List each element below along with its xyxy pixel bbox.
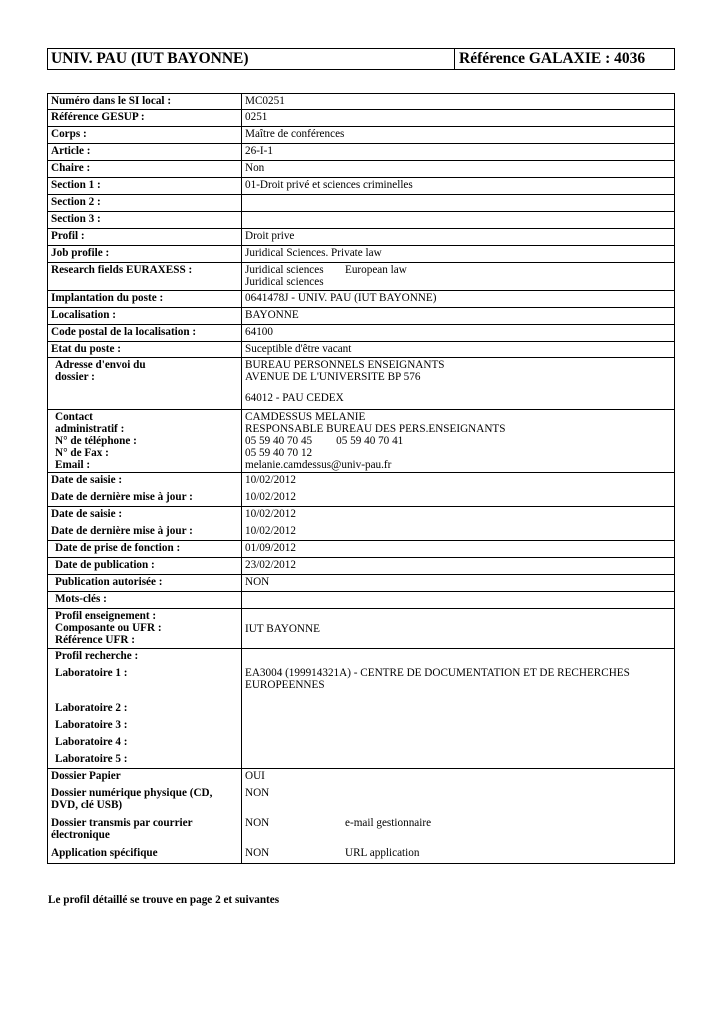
field-label [48, 410, 242, 473]
table-row [48, 325, 675, 342]
address-label-line: dossier : [55, 371, 95, 383]
galaxie-reference: Référence GALAXIE : 4036 [459, 50, 646, 67]
field-label: Chaire : [48, 161, 242, 178]
field-value: 10/02/2012 [242, 490, 675, 507]
field-label: Code postal de la localisation : [48, 325, 242, 342]
table-row [48, 609, 675, 649]
field-value: 01/09/2012 [242, 541, 675, 558]
field-value: BAYONNE [242, 308, 675, 325]
field-label: Dossier Papier [48, 769, 242, 786]
field-value: 26-I-1 [242, 144, 675, 161]
table-row [48, 735, 675, 752]
table-row [48, 308, 675, 325]
table-row [48, 524, 675, 541]
table-row [48, 769, 675, 786]
field-value: Maître de conférences [242, 127, 675, 144]
email-transmit-value: NON [245, 816, 270, 829]
lab-1-line: EUROPEENNES [245, 678, 325, 691]
table-row [48, 558, 675, 575]
table-row [48, 816, 675, 846]
field-value: 0641478J - UNIV. PAU (IUT BAYONNE) [242, 291, 675, 308]
table-row [48, 541, 675, 558]
contact-label-line: N° de Fax : [55, 447, 109, 459]
table-row [48, 144, 675, 161]
research-field-3: Juridical sciences [245, 276, 324, 288]
field-value [242, 649, 675, 666]
address-label-line: Adresse d'envoi du [55, 359, 146, 371]
table-row [48, 592, 675, 609]
table-row [48, 701, 675, 718]
table-row [48, 110, 675, 127]
field-value: 01-Droit privé et sciences criminelles [242, 178, 675, 195]
field-label: Publication autorisée : [48, 575, 242, 592]
digital-label-line: Dossier numérique physique (CD, [51, 786, 213, 799]
field-value [242, 666, 675, 701]
contact-label-line: administratif : [55, 423, 125, 435]
field-label: Date de dernière mise à jour : [48, 490, 242, 507]
field-label: Laboratoire 5 : [48, 752, 242, 769]
contact-label-line: N° de téléphone : [55, 435, 137, 447]
address-line: BUREAU PERSONNELS ENSEIGNANTS [245, 359, 445, 371]
table-row [48, 127, 675, 144]
field-label: Profil : [48, 229, 242, 246]
field-label: Section 3 : [48, 212, 242, 229]
field-label: Section 1 : [48, 178, 242, 195]
field-label: Laboratoire 2 : [48, 701, 242, 718]
field-value: 10/02/2012 [242, 507, 675, 524]
address-line: AVENUE DE L'UNIVERSITE BP 576 [245, 371, 421, 383]
field-value: OUI [242, 769, 675, 786]
table-row [48, 195, 675, 212]
address-line: 64012 - PAU CEDEX [245, 392, 344, 404]
email-transmit-label-line: Dossier transmis par courrier [51, 816, 193, 829]
institution-title: UNIV. PAU (IUT BAYONNE) [48, 49, 455, 69]
phone-2: 05 59 40 70 41 [336, 435, 404, 447]
field-value [242, 592, 675, 609]
field-value [242, 410, 675, 473]
phone-1: 05 59 40 70 45 [245, 435, 313, 447]
field-value [242, 846, 675, 864]
field-label [48, 609, 242, 649]
field-label: Date de dernière mise à jour : [48, 524, 242, 541]
field-label: Etat du poste : [48, 342, 242, 358]
field-label: Localisation : [48, 308, 242, 325]
field-label [48, 358, 242, 410]
field-value [242, 718, 675, 735]
field-label: Article : [48, 144, 242, 161]
teaching-label-line: Profil enseignement : [55, 610, 157, 622]
field-value [242, 212, 675, 229]
table-row [48, 212, 675, 229]
field-value: NON [242, 786, 675, 816]
table-row [48, 229, 675, 246]
contact-label-line: Contact [55, 411, 93, 423]
field-label: Date de publication : [48, 558, 242, 575]
teaching-label-line: Composante ou UFR : [55, 622, 162, 634]
document-header [47, 48, 675, 70]
table-row [48, 291, 675, 308]
field-label: Date de saisie : [48, 507, 242, 524]
field-value: 0251 [242, 110, 675, 127]
table-row [48, 246, 675, 263]
table-row [48, 263, 675, 291]
field-value: NON [242, 575, 675, 592]
field-value: Juridical Sciences. Private law [242, 246, 675, 263]
table-row [48, 786, 675, 816]
field-label: Laboratoire 4 : [48, 735, 242, 752]
field-label: Référence GESUP : [48, 110, 242, 127]
table-row [48, 846, 675, 864]
field-value: Non [242, 161, 675, 178]
app-url-label: URL application [345, 846, 420, 859]
specific-app-value: NON [245, 846, 270, 859]
table-row [48, 161, 675, 178]
table-row [48, 358, 675, 410]
field-value [242, 358, 675, 410]
field-label: Date de prise de fonction : [48, 541, 242, 558]
field-label: Application spécifique [48, 846, 242, 864]
field-label: Laboratoire 1 : [48, 666, 242, 701]
contact-name: CAMDESSUS MELANIE [245, 411, 366, 423]
contact-title: RESPONSABLE BUREAU DES PERS.ENSEIGNANTS [245, 423, 506, 435]
email-manager-label: e-mail gestionnaire [345, 816, 432, 829]
field-label: Research fields EURAXESS : [48, 263, 242, 291]
table-row [48, 94, 675, 110]
table-row [48, 178, 675, 195]
field-label: Numéro dans le SI local : [48, 94, 242, 110]
email-transmit-label-line: électronique [51, 828, 110, 841]
field-value: Suceptible d'être vacant [242, 342, 675, 358]
contact-label-line: Email : [55, 459, 91, 471]
table-row [48, 473, 675, 490]
field-label: Laboratoire 3 : [48, 718, 242, 735]
table-row [48, 490, 675, 507]
field-label: Corps : [48, 127, 242, 144]
table-row [48, 575, 675, 592]
field-value: 10/02/2012 [242, 473, 675, 490]
table-row [48, 752, 675, 769]
research-field-1: Juridical sciences [245, 264, 324, 276]
field-value [242, 195, 675, 212]
field-value [242, 735, 675, 752]
field-label: Job profile : [48, 246, 242, 263]
field-value: IUT BAYONNE [242, 609, 675, 649]
table-row [48, 649, 675, 666]
field-value [242, 701, 675, 718]
lab-1-line: EA3004 (199914321A) - CENTRE DE DOCUMENTATION ET DE RECHERCHES [245, 666, 630, 679]
field-value: MC0251 [242, 94, 675, 110]
contact-phones [245, 435, 671, 447]
field-value: Droit prive [242, 229, 675, 246]
table-row [48, 410, 675, 473]
table-row [48, 718, 675, 735]
field-value: 64100 [242, 325, 675, 342]
contact-fax: 05 59 40 70 12 [245, 447, 313, 459]
field-label: Implantation du poste : [48, 291, 242, 308]
job-posting-table [47, 93, 675, 864]
field-value [242, 816, 675, 846]
field-value: 23/02/2012 [242, 558, 675, 575]
table-row [48, 666, 675, 701]
field-label: Mots-clés : [48, 592, 242, 609]
field-label: Section 2 : [48, 195, 242, 212]
field-label: Profil recherche : [48, 649, 242, 666]
field-label [48, 816, 242, 846]
digital-label-line: DVD, clé USB) [51, 798, 123, 811]
table-row [48, 342, 675, 358]
footer-note: Le profil détaillé se trouve en page 2 et suivantes [48, 894, 280, 906]
teaching-label-line: Référence UFR : [55, 634, 135, 646]
field-value: 10/02/2012 [242, 524, 675, 541]
table-row [48, 507, 675, 524]
research-field-2: European law [345, 264, 407, 276]
field-value [242, 263, 675, 291]
research-line-1 [245, 264, 671, 276]
contact-email: melanie.camdessus@univ-pau.fr [245, 459, 392, 471]
field-value [242, 752, 675, 769]
field-label: Date de saisie : [48, 473, 242, 490]
field-label [48, 786, 242, 816]
